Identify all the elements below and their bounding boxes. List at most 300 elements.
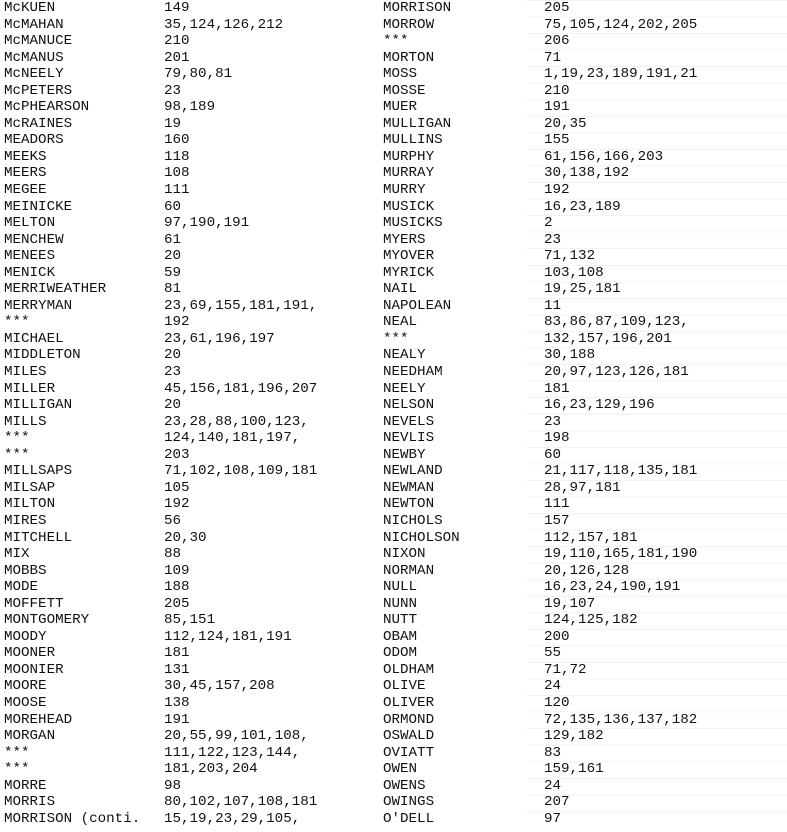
surname: McRAINES [4, 115, 73, 132]
page-numbers: 155 [544, 132, 570, 149]
surname: MULLIGAN [383, 115, 452, 132]
surname: NEWTON [383, 496, 435, 513]
index-entry [4, 678, 376, 695]
page-numbers: 191 [544, 99, 570, 116]
index-entry [383, 149, 787, 166]
surname: McPHEARSON [4, 99, 90, 116]
surname: MITCHELL [4, 529, 73, 546]
index-entry [4, 381, 376, 398]
surname: MYOVER [383, 248, 435, 265]
page-numbers: 112,124,181,191 [164, 628, 292, 645]
page-numbers: 103,108 [544, 264, 604, 281]
page-numbers: 192 [164, 314, 190, 331]
index-entry [383, 678, 787, 695]
page-numbers: 23 [164, 82, 182, 99]
index-entry [4, 811, 376, 828]
index-entry [4, 331, 376, 348]
index-entry [4, 364, 376, 381]
index-entry [4, 414, 376, 431]
page-numbers: 71 [544, 49, 562, 66]
page-numbers: 23,69,155,181,191, [164, 297, 318, 314]
page-numbers: 20 [164, 248, 182, 265]
surname: MYRICK [383, 264, 435, 281]
page-numbers: 210 [164, 33, 190, 50]
surname: NORMAN [383, 562, 435, 579]
surname: MORRE [4, 777, 47, 794]
page-numbers: 20,55,99,101,108, [164, 728, 309, 745]
page-numbers: 85,151 [164, 612, 216, 629]
index-entry [4, 563, 376, 580]
index-entry [383, 182, 787, 199]
page-numbers: 2 [544, 215, 553, 232]
surname: NELSON [383, 397, 435, 414]
index-entry [4, 33, 376, 50]
page-numbers: 24 [544, 678, 562, 695]
index-entry [383, 546, 787, 563]
page-numbers: 30,138,192 [544, 165, 630, 182]
surname: OBAM [383, 628, 418, 645]
surname: MILLIGAN [4, 397, 73, 414]
index-entry [4, 778, 376, 795]
page-numbers: 124,140,181,197, [164, 430, 301, 447]
index-entry [383, 331, 787, 348]
index-entry [4, 579, 376, 596]
page-numbers: 19,110,165,181,190 [544, 546, 698, 563]
surname: NEALY [383, 347, 426, 364]
page-numbers: 198 [544, 430, 570, 447]
index-entry [383, 794, 787, 811]
surname: McMANUS [4, 49, 64, 66]
page-numbers: 201 [164, 49, 190, 66]
index-entry [383, 778, 787, 795]
index-entry [383, 66, 787, 83]
surname: *** [4, 446, 30, 463]
page-numbers: 20 [164, 397, 182, 414]
index-entry [4, 99, 376, 116]
index-entry [383, 612, 787, 629]
index-entry [4, 463, 376, 480]
page-numbers: 118 [164, 148, 190, 165]
index-entry [4, 596, 376, 613]
surname: OWINGS [383, 794, 435, 811]
index-entry [4, 199, 376, 216]
page-numbers: 19,25,181 [544, 281, 621, 298]
page-numbers: 203 [164, 446, 190, 463]
index-entry [383, 248, 787, 265]
page-numbers: 129,182 [544, 728, 604, 745]
surname: ORMOND [383, 711, 435, 728]
surname: MORGAN [4, 728, 56, 745]
page-numbers: 19 [164, 115, 182, 132]
index-entry [383, 761, 787, 778]
surname: MOSSE [383, 82, 426, 99]
surname: MYERS [383, 231, 426, 248]
page-numbers: 20,126,128 [544, 562, 630, 579]
page-numbers: 20,30 [164, 529, 207, 546]
surname: MENCHEW [4, 231, 64, 248]
page-numbers: 60 [544, 446, 562, 463]
surname: MONTGOMERY [4, 612, 90, 629]
index-entry [383, 645, 787, 662]
surname: NEAL [383, 314, 418, 331]
surname: NULL [383, 579, 418, 596]
page-numbers: 88 [164, 546, 182, 563]
page-numbers: 16,23,129,196 [544, 397, 655, 414]
index-entry [4, 480, 376, 497]
surname: ODOM [383, 645, 418, 662]
page-numbers: 55 [544, 645, 562, 662]
index-entry [383, 33, 787, 50]
page-numbers: 20,35 [544, 115, 587, 132]
index-entry [383, 745, 787, 762]
page-numbers: 192 [164, 496, 190, 513]
surname: NEVLIS [383, 430, 435, 447]
page-numbers: 23 [164, 364, 182, 381]
surname: MUER [383, 99, 418, 116]
surname: MOFFETT [4, 595, 64, 612]
page-numbers: 132,157,196,201 [544, 330, 672, 347]
surname: McNEELY [4, 66, 64, 83]
surname: MOBBS [4, 562, 47, 579]
index-entry [4, 215, 376, 232]
surname: MURRY [383, 182, 426, 199]
page-numbers: 181 [164, 645, 190, 662]
surname: MEADORS [4, 132, 64, 149]
surname: OVIATT [383, 744, 435, 761]
index-entry [4, 165, 376, 182]
page-numbers: 71,132 [544, 248, 596, 265]
index-entry [4, 132, 376, 149]
index-entry [383, 530, 787, 547]
surname: NEELY [383, 380, 426, 397]
index-entry [4, 116, 376, 133]
surname: OWENS [383, 777, 426, 794]
surname: NIXON [383, 546, 426, 563]
page-numbers: 20,97,123,126,181 [544, 364, 689, 381]
surname: MORRISON (conti. [4, 810, 141, 827]
surname: MILSAP [4, 479, 56, 496]
page-numbers: 207 [544, 794, 570, 811]
surname: MEINICKE [4, 198, 73, 215]
index-entry [4, 745, 376, 762]
page-numbers: 210 [544, 82, 570, 99]
surname: *** [4, 761, 30, 778]
index-entry [4, 314, 376, 331]
index-entry [383, 662, 787, 679]
page-numbers: 192 [544, 182, 570, 199]
page-numbers: 11 [544, 297, 562, 314]
surname: MORTON [383, 49, 435, 66]
surname: OLIVER [383, 694, 435, 711]
index-entry [383, 199, 787, 216]
surname: MIRES [4, 512, 47, 529]
index-entry [4, 232, 376, 249]
page-numbers: 79,80,81 [164, 66, 233, 83]
page-numbers: 111 [164, 182, 190, 199]
page-numbers: 191 [164, 711, 190, 728]
surname: MURPHY [383, 148, 435, 165]
surname: MICHAEL [4, 330, 64, 347]
index-entry [4, 629, 376, 646]
page-numbers: 35,124,126,212 [164, 16, 284, 33]
surname: MORRIS [4, 794, 56, 811]
surname: MENICK [4, 264, 56, 281]
right-column [383, 0, 787, 827]
surname: NAIL [383, 281, 418, 298]
page-numbers: 188 [164, 579, 190, 596]
page-numbers: 200 [544, 628, 570, 645]
index-entry [383, 314, 787, 331]
surname: NAPOLEAN [383, 297, 452, 314]
page-numbers: 157 [544, 512, 570, 529]
surname: OWEN [383, 761, 418, 778]
index-entry [383, 513, 787, 530]
page-numbers: 72,135,136,137,182 [544, 711, 698, 728]
page-numbers: 20 [164, 347, 182, 364]
page-numbers: 120 [544, 694, 570, 711]
index-entry [4, 612, 376, 629]
index-entry [4, 645, 376, 662]
surname: MORROW [383, 16, 435, 33]
page-numbers: 28,97,181 [544, 479, 621, 496]
index-entry [383, 347, 787, 364]
surname: MERRIWEATHER [4, 281, 107, 298]
index-entry [4, 794, 376, 811]
surname: McMANUCE [4, 33, 73, 50]
page-numbers: 83 [544, 744, 562, 761]
surname: MILTON [4, 496, 56, 513]
index-entry [383, 728, 787, 745]
index-entry [4, 298, 376, 315]
surname: NICHOLS [383, 512, 443, 529]
surname: NICHOLSON [383, 529, 460, 546]
surname: NUTT [383, 612, 418, 629]
index-entry [383, 629, 787, 646]
page-numbers: 205 [164, 595, 190, 612]
index-entry [4, 83, 376, 100]
surname: MEGEE [4, 182, 47, 199]
index-entry [383, 447, 787, 464]
page-numbers: 81 [164, 281, 182, 298]
surname: McKUEN [4, 0, 56, 16]
index-entry [383, 430, 787, 447]
index-entry [383, 381, 787, 398]
index-entry [383, 811, 787, 828]
page-numbers: 98 [164, 777, 182, 794]
page-numbers: 181 [544, 380, 570, 397]
index-entry [383, 165, 787, 182]
surname: NEEDHAM [383, 364, 443, 381]
page-numbers: 71,72 [544, 661, 587, 678]
index-entry [4, 662, 376, 679]
page-numbers: 23 [544, 413, 562, 430]
surname: *** [4, 744, 30, 761]
page-numbers: 56 [164, 512, 182, 529]
index-entry [4, 66, 376, 83]
page-numbers: 205 [544, 0, 570, 16]
surname: MEEKS [4, 148, 47, 165]
page-numbers: 30,188 [544, 347, 596, 364]
surname: MOSS [383, 66, 418, 83]
surname: MOREHEAD [4, 711, 73, 728]
index-entry [4, 182, 376, 199]
index-entry [383, 596, 787, 613]
surname: OLDHAM [383, 661, 435, 678]
page-numbers: 16,23,189 [544, 198, 621, 215]
surname: MERRYMAN [4, 297, 73, 314]
page-numbers: 138 [164, 694, 190, 711]
page-numbers: 105 [164, 479, 190, 496]
page-numbers: 24 [544, 777, 562, 794]
index-entry [383, 397, 787, 414]
index-entry [4, 0, 376, 17]
index-entry [4, 281, 376, 298]
index-entry [383, 414, 787, 431]
page-numbers: 181,203,204 [164, 761, 258, 778]
index-entry [383, 116, 787, 133]
index-entry [383, 83, 787, 100]
page-numbers: 1,19,23,189,191,21 [544, 66, 698, 83]
page-numbers: 59 [164, 264, 182, 281]
surname: MILLS [4, 413, 47, 430]
index-entry [383, 463, 787, 480]
page-numbers: 23 [544, 231, 562, 248]
surname: MILLER [4, 380, 56, 397]
index-entry [383, 132, 787, 149]
index-entry [4, 248, 376, 265]
surname: MODE [4, 579, 39, 596]
page-numbers: 97,190,191 [164, 215, 250, 232]
page-numbers: 23,28,88,100,123, [164, 413, 309, 430]
surname: O'DELL [383, 810, 435, 827]
surname: MEERS [4, 165, 47, 182]
surname: OSWALD [383, 728, 435, 745]
surname: McMAHAN [4, 16, 64, 33]
page-numbers: 21,117,118,135,181 [544, 463, 698, 480]
index-entry [4, 347, 376, 364]
surname: *** [4, 430, 30, 447]
index-entry [383, 563, 787, 580]
index-entry [4, 712, 376, 729]
surname: MULLINS [383, 132, 443, 149]
left-column [4, 0, 376, 827]
index-entry [383, 265, 787, 282]
surname: McPETERS [4, 82, 73, 99]
surname: MORRISON [383, 0, 452, 16]
page-numbers: 149 [164, 0, 190, 16]
page-numbers: 108 [164, 165, 190, 182]
index-entry [4, 430, 376, 447]
page-numbers: 206 [544, 33, 570, 50]
page-numbers: 15,19,23,29,105, [164, 810, 301, 827]
surname: MILES [4, 364, 47, 381]
surname: MOONIER [4, 661, 64, 678]
index-entry [383, 496, 787, 513]
surname: MOONER [4, 645, 56, 662]
page-numbers: 111,122,123,144, [164, 744, 301, 761]
index-entry [383, 281, 787, 298]
surname: NUNN [383, 595, 418, 612]
page-numbers: 60 [164, 198, 182, 215]
page-numbers: 131 [164, 661, 190, 678]
index-entry [4, 530, 376, 547]
surname: NEWBY [383, 446, 426, 463]
index-entry [383, 99, 787, 116]
index-entry [4, 546, 376, 563]
page-numbers: 80,102,107,108,181 [164, 794, 318, 811]
surname: MOOSE [4, 694, 47, 711]
index-entry [4, 496, 376, 513]
surname: OLIVE [383, 678, 426, 695]
page-numbers: 160 [164, 132, 190, 149]
index-entry [4, 397, 376, 414]
index-entry [383, 695, 787, 712]
page-numbers: 97 [544, 810, 562, 827]
page-numbers: 16,23,24,190,191 [544, 579, 681, 596]
index-entry [4, 50, 376, 67]
index-entry [4, 695, 376, 712]
index-entry [4, 447, 376, 464]
index-entry [383, 298, 787, 315]
index-entry [383, 215, 787, 232]
surname: MENEES [4, 248, 56, 265]
surname: MIDDLETON [4, 347, 81, 364]
page-numbers: 112,157,181 [544, 529, 638, 546]
index-entry [383, 480, 787, 497]
page-numbers: 23,61,196,197 [164, 330, 275, 347]
page-numbers: 83,86,87,109,123, [544, 314, 689, 331]
surname: MUSICK [383, 198, 435, 215]
surname: NEWMAN [383, 479, 435, 496]
surname: MOORE [4, 678, 47, 695]
index-entry [4, 149, 376, 166]
page-numbers: 61 [164, 231, 182, 248]
index-entry [4, 17, 376, 34]
page-numbers: 109 [164, 562, 190, 579]
index-entry [4, 265, 376, 282]
page-numbers: 30,45,157,208 [164, 678, 275, 695]
page-numbers: 45,156,181,196,207 [164, 380, 318, 397]
index-entry [383, 712, 787, 729]
index-entry [4, 728, 376, 745]
surname: MILLSAPS [4, 463, 73, 480]
index-entry [4, 513, 376, 530]
surname: MOODY [4, 628, 47, 645]
page-numbers: 71,102,108,109,181 [164, 463, 318, 480]
index-entry [4, 761, 376, 778]
surname: MURRAY [383, 165, 435, 182]
page-numbers: 111 [544, 496, 570, 513]
surname: NEVELS [383, 413, 435, 430]
page-numbers: 61,156,166,203 [544, 148, 664, 165]
index-entry [383, 364, 787, 381]
surname: MIX [4, 546, 30, 563]
surname: MUSICKS [383, 215, 443, 232]
surname: *** [4, 314, 30, 331]
page-numbers: 159,161 [544, 761, 604, 778]
index-entry [383, 232, 787, 249]
index-entry [383, 579, 787, 596]
index-entry [383, 0, 787, 17]
page-numbers: 19,107 [544, 595, 596, 612]
surname: *** [383, 33, 409, 50]
surname: MELTON [4, 215, 56, 232]
surname: NEWLAND [383, 463, 443, 480]
index-entry [383, 50, 787, 67]
page-numbers: 124,125,182 [544, 612, 638, 629]
page-numbers: 75,105,124,202,205 [544, 16, 698, 33]
surname: *** [383, 330, 409, 347]
